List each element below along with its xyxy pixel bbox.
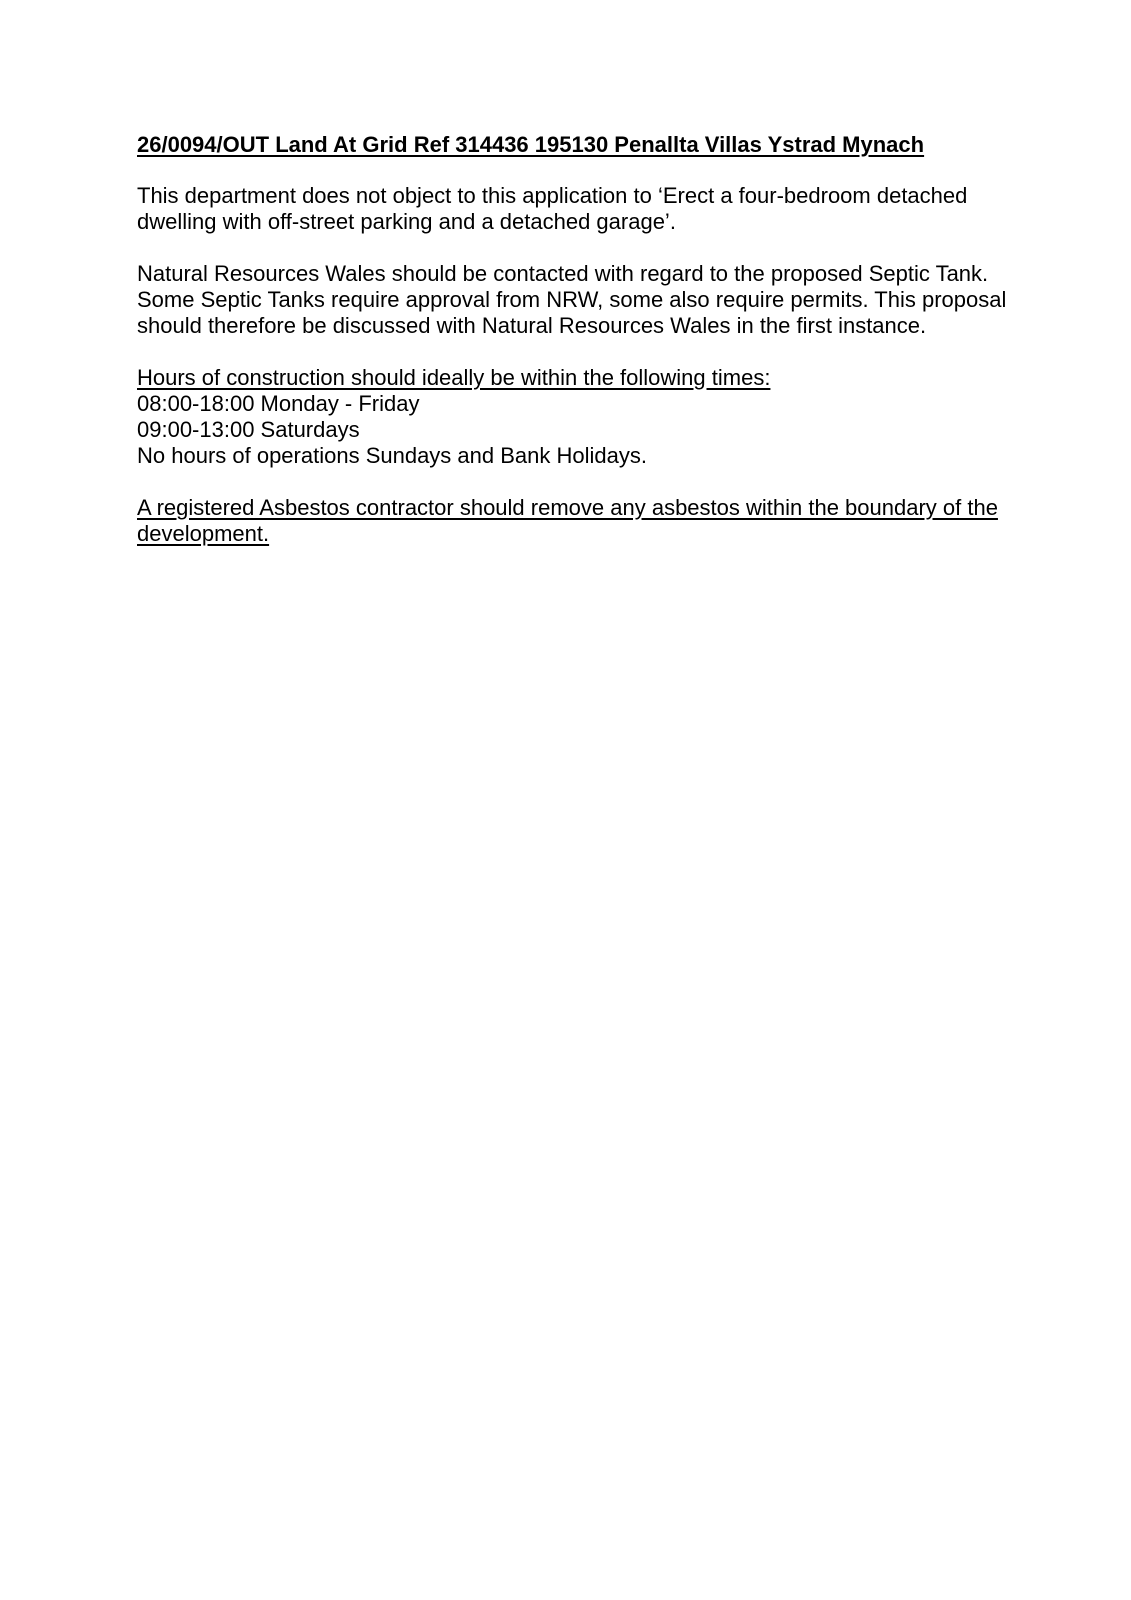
construction-hours-section (137, 365, 1017, 469)
document-body (137, 132, 1017, 573)
septic-tank-paragraph: Natural Resources Wales should be contacted with regard to the proposed Septic Tank. Some Septic Tanks require approval from NRW, some also require permits. This proposal should therefore be discussed with Natural Resources Wales in the first instance. (137, 261, 1007, 338)
hours-weekday: 08:00-18:00 Monday - Friday (137, 391, 420, 416)
no-objection-paragraph: This department does not object to this application to ‘Erect a four-bedroom detached dwelling with off-street parking and a detached garage’. (137, 183, 968, 234)
construction-hours-title: Hours of construction should ideally be within the following times: (137, 365, 771, 390)
document-heading: 26/0094/OUT Land At Grid Ref 314436 195130 Penallta Villas Ystrad Mynach (137, 132, 925, 157)
hours-sunday-holidays: No hours of operations Sundays and Bank Holidays. (137, 443, 647, 468)
hours-saturday: 09:00-13:00 Saturdays (137, 417, 360, 442)
asbestos-note: A registered Asbestos contractor should remove any asbestos within the boundary of the development. (137, 495, 998, 546)
